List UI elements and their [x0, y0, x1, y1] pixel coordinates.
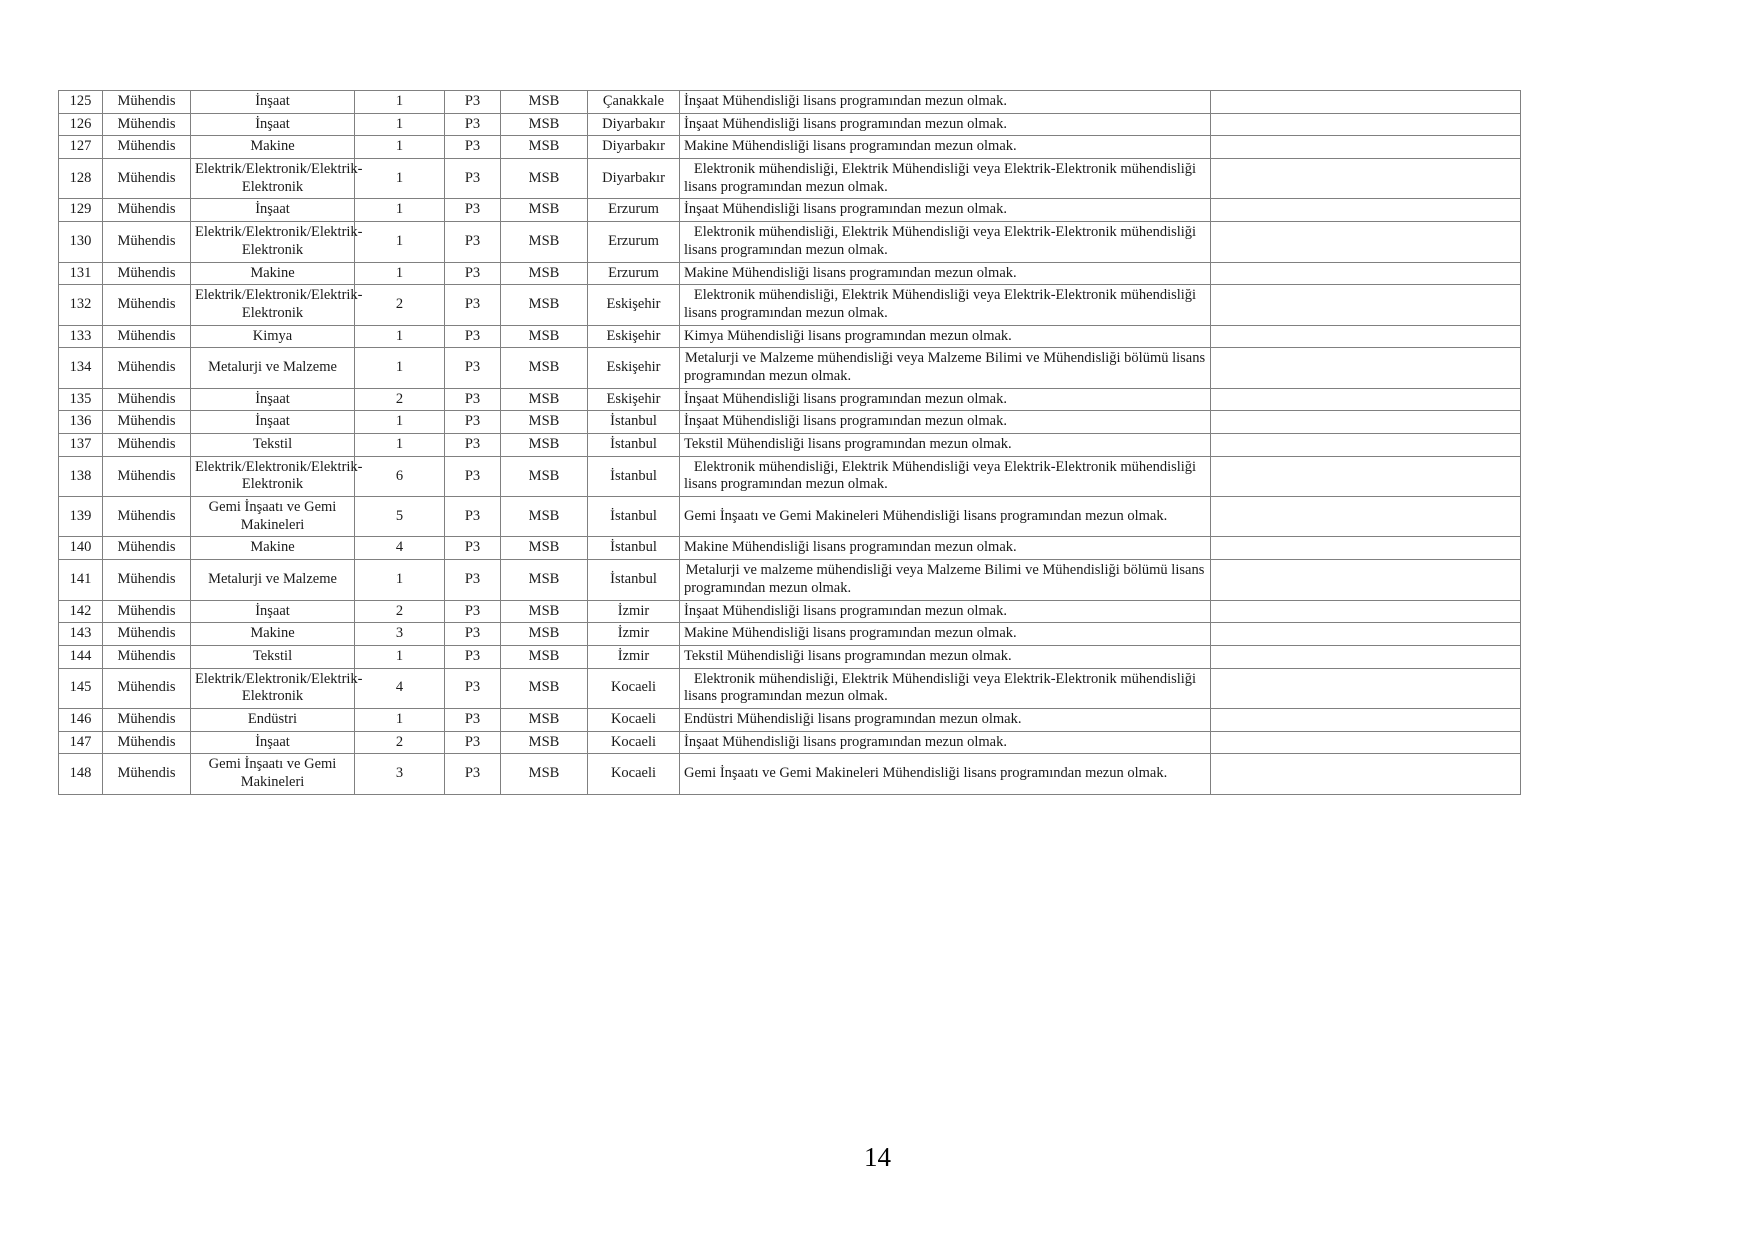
- cell-branch: Elektrik/Elektronik/Elektrik-Elektronik: [191, 456, 355, 496]
- cell-description: Endüstri Mühendisliği lisans programından mezun olmak.: [680, 708, 1211, 731]
- cell-city: İstanbul: [588, 456, 680, 496]
- cell-branch: Elektrik/Elektronik/Elektrik-Elektronik: [191, 222, 355, 262]
- cell-title: Mühendis: [103, 754, 191, 794]
- cell-title: Mühendis: [103, 285, 191, 325]
- cell-grade: P3: [445, 731, 501, 754]
- cell-extra: [1211, 91, 1521, 114]
- cell-institution: MSB: [501, 113, 588, 136]
- cell-grade: P3: [445, 560, 501, 600]
- cell-grade: P3: [445, 411, 501, 434]
- cell-extra: [1211, 456, 1521, 496]
- cell-institution: MSB: [501, 708, 588, 731]
- cell-description: İnşaat Mühendisliği lisans programından mezun olmak.: [680, 388, 1211, 411]
- cell-extra: [1211, 645, 1521, 668]
- table-row: [59, 159, 1521, 199]
- cell-description: Elektronik mühendisliği, Elektrik Mühendisliği veya Elektrik-Elektronik mühendisliği lisans programından mezun olmak.: [680, 159, 1211, 199]
- cell-extra: [1211, 113, 1521, 136]
- cell-row-number: 127: [59, 136, 103, 159]
- table-row: [59, 411, 1521, 434]
- cell-quantity: 6: [355, 456, 445, 496]
- cell-institution: MSB: [501, 668, 588, 708]
- cell-institution: MSB: [501, 434, 588, 457]
- cell-title: Mühendis: [103, 388, 191, 411]
- cell-quantity: 2: [355, 731, 445, 754]
- table-row: [59, 91, 1521, 114]
- cell-extra: [1211, 560, 1521, 600]
- cell-title: Mühendis: [103, 731, 191, 754]
- cell-title: Mühendis: [103, 325, 191, 348]
- cell-city: Kocaeli: [588, 708, 680, 731]
- cell-extra: [1211, 199, 1521, 222]
- cell-extra: [1211, 537, 1521, 560]
- positions-table-body: [59, 91, 1521, 795]
- cell-title: Mühendis: [103, 434, 191, 457]
- cell-description: İnşaat Mühendisliği lisans programından mezun olmak.: [680, 199, 1211, 222]
- cell-title: Mühendis: [103, 113, 191, 136]
- cell-branch: İnşaat: [191, 91, 355, 114]
- cell-extra: [1211, 348, 1521, 388]
- table-row: [59, 388, 1521, 411]
- table-row: [59, 136, 1521, 159]
- cell-institution: MSB: [501, 537, 588, 560]
- cell-city: Erzurum: [588, 222, 680, 262]
- cell-extra: [1211, 434, 1521, 457]
- cell-description: Kimya Mühendisliği lisans programından mezun olmak.: [680, 325, 1211, 348]
- cell-branch: Kimya: [191, 325, 355, 348]
- table-row: [59, 645, 1521, 668]
- cell-title: Mühendis: [103, 348, 191, 388]
- cell-description: İnşaat Mühendisliği lisans programından mezun olmak.: [680, 731, 1211, 754]
- cell-quantity: 1: [355, 91, 445, 114]
- cell-branch: Makine: [191, 262, 355, 285]
- cell-grade: P3: [445, 456, 501, 496]
- cell-institution: MSB: [501, 136, 588, 159]
- cell-grade: P3: [445, 348, 501, 388]
- cell-quantity: 1: [355, 411, 445, 434]
- cell-extra: [1211, 731, 1521, 754]
- cell-extra: [1211, 325, 1521, 348]
- cell-grade: P3: [445, 91, 501, 114]
- cell-institution: MSB: [501, 325, 588, 348]
- table-row: [59, 560, 1521, 600]
- cell-grade: P3: [445, 623, 501, 646]
- cell-city: Diyarbakır: [588, 136, 680, 159]
- cell-city: Eskişehir: [588, 348, 680, 388]
- cell-grade: P3: [445, 136, 501, 159]
- cell-branch: Elektrik/Elektronik/Elektrik-Elektronik: [191, 159, 355, 199]
- cell-city: Erzurum: [588, 199, 680, 222]
- cell-title: Mühendis: [103, 497, 191, 537]
- table-row: [59, 113, 1521, 136]
- table-row: [59, 325, 1521, 348]
- cell-branch: Metalurji ve Malzeme: [191, 560, 355, 600]
- cell-title: Mühendis: [103, 537, 191, 560]
- cell-institution: MSB: [501, 497, 588, 537]
- cell-quantity: 1: [355, 645, 445, 668]
- cell-branch: Metalurji ve Malzeme: [191, 348, 355, 388]
- cell-row-number: 139: [59, 497, 103, 537]
- cell-quantity: 1: [355, 113, 445, 136]
- cell-city: İstanbul: [588, 434, 680, 457]
- cell-quantity: 2: [355, 285, 445, 325]
- cell-city: Kocaeli: [588, 668, 680, 708]
- cell-branch: İnşaat: [191, 199, 355, 222]
- cell-quantity: 1: [355, 348, 445, 388]
- cell-extra: [1211, 222, 1521, 262]
- cell-institution: MSB: [501, 645, 588, 668]
- cell-institution: MSB: [501, 199, 588, 222]
- cell-row-number: 140: [59, 537, 103, 560]
- cell-quantity: 1: [355, 136, 445, 159]
- cell-city: İzmir: [588, 600, 680, 623]
- cell-quantity: 1: [355, 560, 445, 600]
- cell-grade: P3: [445, 708, 501, 731]
- cell-institution: MSB: [501, 600, 588, 623]
- cell-quantity: 1: [355, 222, 445, 262]
- cell-city: Kocaeli: [588, 754, 680, 794]
- table-row: [59, 434, 1521, 457]
- cell-row-number: 128: [59, 159, 103, 199]
- cell-description: Makine Mühendisliği lisans programından mezun olmak.: [680, 136, 1211, 159]
- cell-extra: [1211, 285, 1521, 325]
- cell-row-number: 134: [59, 348, 103, 388]
- table-row: [59, 708, 1521, 731]
- cell-grade: P3: [445, 159, 501, 199]
- cell-quantity: 1: [355, 199, 445, 222]
- table-row: [59, 537, 1521, 560]
- cell-branch: Gemi İnşaatı ve Gemi Makineleri: [191, 497, 355, 537]
- cell-row-number: 131: [59, 262, 103, 285]
- table-row: [59, 754, 1521, 794]
- cell-institution: MSB: [501, 222, 588, 262]
- cell-quantity: 2: [355, 600, 445, 623]
- cell-extra: [1211, 411, 1521, 434]
- cell-description: Makine Mühendisliği lisans programından mezun olmak.: [680, 537, 1211, 560]
- cell-row-number: 133: [59, 325, 103, 348]
- cell-branch: Gemi İnşaatı ve Gemi Makineleri: [191, 754, 355, 794]
- cell-institution: MSB: [501, 388, 588, 411]
- cell-description: Metalurji ve Malzeme mühendisliği veya Malzeme Bilimi ve Mühendisliği bölümü lisans programından mezun olmak.: [680, 348, 1211, 388]
- cell-description: İnşaat Mühendisliği lisans programından mezun olmak.: [680, 600, 1211, 623]
- cell-institution: MSB: [501, 623, 588, 646]
- cell-description: İnşaat Mühendisliği lisans programından mezun olmak.: [680, 91, 1211, 114]
- cell-institution: MSB: [501, 285, 588, 325]
- cell-city: Erzurum: [588, 262, 680, 285]
- cell-city: İzmir: [588, 623, 680, 646]
- cell-branch: Tekstil: [191, 434, 355, 457]
- cell-title: Mühendis: [103, 708, 191, 731]
- table-row: [59, 456, 1521, 496]
- cell-grade: P3: [445, 325, 501, 348]
- cell-institution: MSB: [501, 348, 588, 388]
- cell-description: Elektronik mühendisliği, Elektrik Mühendisliği veya Elektrik-Elektronik mühendisliği lisans programından mezun olmak.: [680, 222, 1211, 262]
- cell-institution: MSB: [501, 754, 588, 794]
- cell-quantity: 1: [355, 159, 445, 199]
- cell-description: İnşaat Mühendisliği lisans programından mezun olmak.: [680, 411, 1211, 434]
- cell-description: Makine Mühendisliği lisans programından mezun olmak.: [680, 623, 1211, 646]
- cell-branch: İnşaat: [191, 411, 355, 434]
- cell-quantity: 1: [355, 708, 445, 731]
- cell-institution: MSB: [501, 411, 588, 434]
- cell-institution: MSB: [501, 456, 588, 496]
- cell-description: Gemi İnşaatı ve Gemi Makineleri Mühendisliği lisans programından mezun olmak.: [680, 497, 1211, 537]
- cell-quantity: 3: [355, 754, 445, 794]
- cell-row-number: 132: [59, 285, 103, 325]
- table-row: [59, 668, 1521, 708]
- cell-row-number: 136: [59, 411, 103, 434]
- cell-title: Mühendis: [103, 645, 191, 668]
- table-row: [59, 623, 1521, 646]
- cell-city: Eskişehir: [588, 285, 680, 325]
- cell-city: Kocaeli: [588, 731, 680, 754]
- cell-title: Mühendis: [103, 199, 191, 222]
- table-row: [59, 497, 1521, 537]
- cell-extra: [1211, 754, 1521, 794]
- cell-description: Metalurji ve malzeme mühendisliği veya Malzeme Bilimi ve Mühendisliği bölümü lisans programından mezun olmak.: [680, 560, 1211, 600]
- cell-extra: [1211, 497, 1521, 537]
- cell-title: Mühendis: [103, 159, 191, 199]
- cell-city: Eskişehir: [588, 325, 680, 348]
- cell-branch: Makine: [191, 623, 355, 646]
- cell-row-number: 126: [59, 113, 103, 136]
- cell-title: Mühendis: [103, 560, 191, 600]
- cell-description: Makine Mühendisliği lisans programından mezun olmak.: [680, 262, 1211, 285]
- table-row: [59, 285, 1521, 325]
- cell-grade: P3: [445, 754, 501, 794]
- positions-table: [58, 90, 1521, 795]
- cell-title: Mühendis: [103, 136, 191, 159]
- table-row: [59, 222, 1521, 262]
- cell-grade: P3: [445, 668, 501, 708]
- cell-branch: İnşaat: [191, 731, 355, 754]
- cell-grade: P3: [445, 388, 501, 411]
- cell-title: Mühendis: [103, 668, 191, 708]
- cell-grade: P3: [445, 645, 501, 668]
- cell-quantity: 4: [355, 668, 445, 708]
- page-number: 14: [864, 1142, 891, 1172]
- cell-branch: Endüstri: [191, 708, 355, 731]
- cell-row-number: 130: [59, 222, 103, 262]
- cell-row-number: 146: [59, 708, 103, 731]
- cell-city: Eskişehir: [588, 388, 680, 411]
- cell-description: Elektronik mühendisliği, Elektrik Mühendisliği veya Elektrik-Elektronik mühendisliği lisans programından mezun olmak.: [680, 285, 1211, 325]
- cell-row-number: 142: [59, 600, 103, 623]
- cell-grade: P3: [445, 199, 501, 222]
- cell-row-number: 125: [59, 91, 103, 114]
- cell-city: Diyarbakır: [588, 159, 680, 199]
- cell-grade: P3: [445, 497, 501, 537]
- cell-description: Elektronik mühendisliği, Elektrik Mühendisliği veya Elektrik-Elektronik mühendisliği lisans programından mezun olmak.: [680, 668, 1211, 708]
- cell-extra: [1211, 623, 1521, 646]
- cell-description: Elektronik mühendisliği, Elektrik Mühendisliği veya Elektrik-Elektronik mühendisliği lisans programından mezun olmak.: [680, 456, 1211, 496]
- cell-extra: [1211, 159, 1521, 199]
- cell-extra: [1211, 600, 1521, 623]
- cell-city: İstanbul: [588, 497, 680, 537]
- cell-institution: MSB: [501, 262, 588, 285]
- cell-row-number: 145: [59, 668, 103, 708]
- cell-row-number: 148: [59, 754, 103, 794]
- cell-title: Mühendis: [103, 262, 191, 285]
- table-row: [59, 199, 1521, 222]
- cell-row-number: 143: [59, 623, 103, 646]
- cell-title: Mühendis: [103, 623, 191, 646]
- cell-extra: [1211, 136, 1521, 159]
- cell-extra: [1211, 708, 1521, 731]
- table-row: [59, 262, 1521, 285]
- cell-institution: MSB: [501, 159, 588, 199]
- cell-branch: İnşaat: [191, 388, 355, 411]
- cell-quantity: 1: [355, 262, 445, 285]
- cell-grade: P3: [445, 262, 501, 285]
- cell-grade: P3: [445, 537, 501, 560]
- cell-grade: P3: [445, 434, 501, 457]
- cell-description: Tekstil Mühendisliği lisans programından mezun olmak.: [680, 434, 1211, 457]
- table-row: [59, 600, 1521, 623]
- cell-city: İstanbul: [588, 537, 680, 560]
- cell-institution: MSB: [501, 91, 588, 114]
- cell-title: Mühendis: [103, 456, 191, 496]
- table-row: [59, 731, 1521, 754]
- cell-branch: Tekstil: [191, 645, 355, 668]
- cell-city: İstanbul: [588, 560, 680, 600]
- cell-city: Çanakkale: [588, 91, 680, 114]
- cell-grade: P3: [445, 600, 501, 623]
- cell-grade: P3: [445, 113, 501, 136]
- cell-quantity: 2: [355, 388, 445, 411]
- cell-row-number: 141: [59, 560, 103, 600]
- cell-title: Mühendis: [103, 411, 191, 434]
- cell-quantity: 3: [355, 623, 445, 646]
- cell-branch: İnşaat: [191, 600, 355, 623]
- cell-description: Gemi İnşaatı ve Gemi Makineleri Mühendisliği lisans programından mezun olmak.: [680, 754, 1211, 794]
- cell-row-number: 147: [59, 731, 103, 754]
- cell-description: Tekstil Mühendisliği lisans programından mezun olmak.: [680, 645, 1211, 668]
- cell-quantity: 4: [355, 537, 445, 560]
- cell-grade: P3: [445, 285, 501, 325]
- cell-city: İzmir: [588, 645, 680, 668]
- cell-row-number: 137: [59, 434, 103, 457]
- cell-branch: İnşaat: [191, 113, 355, 136]
- cell-row-number: 138: [59, 456, 103, 496]
- cell-branch: Elektrik/Elektronik/Elektrik-Elektronik: [191, 668, 355, 708]
- cell-extra: [1211, 668, 1521, 708]
- cell-grade: P3: [445, 222, 501, 262]
- cell-row-number: 129: [59, 199, 103, 222]
- cell-row-number: 135: [59, 388, 103, 411]
- cell-quantity: 5: [355, 497, 445, 537]
- cell-quantity: 1: [355, 434, 445, 457]
- cell-branch: Elektrik/Elektronik/Elektrik-Elektronik: [191, 285, 355, 325]
- cell-quantity: 1: [355, 325, 445, 348]
- cell-branch: Makine: [191, 136, 355, 159]
- cell-title: Mühendis: [103, 222, 191, 262]
- cell-institution: MSB: [501, 731, 588, 754]
- cell-row-number: 144: [59, 645, 103, 668]
- cell-title: Mühendis: [103, 91, 191, 114]
- cell-description: İnşaat Mühendisliği lisans programından mezun olmak.: [680, 113, 1211, 136]
- cell-title: Mühendis: [103, 600, 191, 623]
- cell-extra: [1211, 388, 1521, 411]
- cell-institution: MSB: [501, 560, 588, 600]
- cell-city: İstanbul: [588, 411, 680, 434]
- table-row: [59, 348, 1521, 388]
- cell-city: Diyarbakır: [588, 113, 680, 136]
- cell-branch: Makine: [191, 537, 355, 560]
- cell-extra: [1211, 262, 1521, 285]
